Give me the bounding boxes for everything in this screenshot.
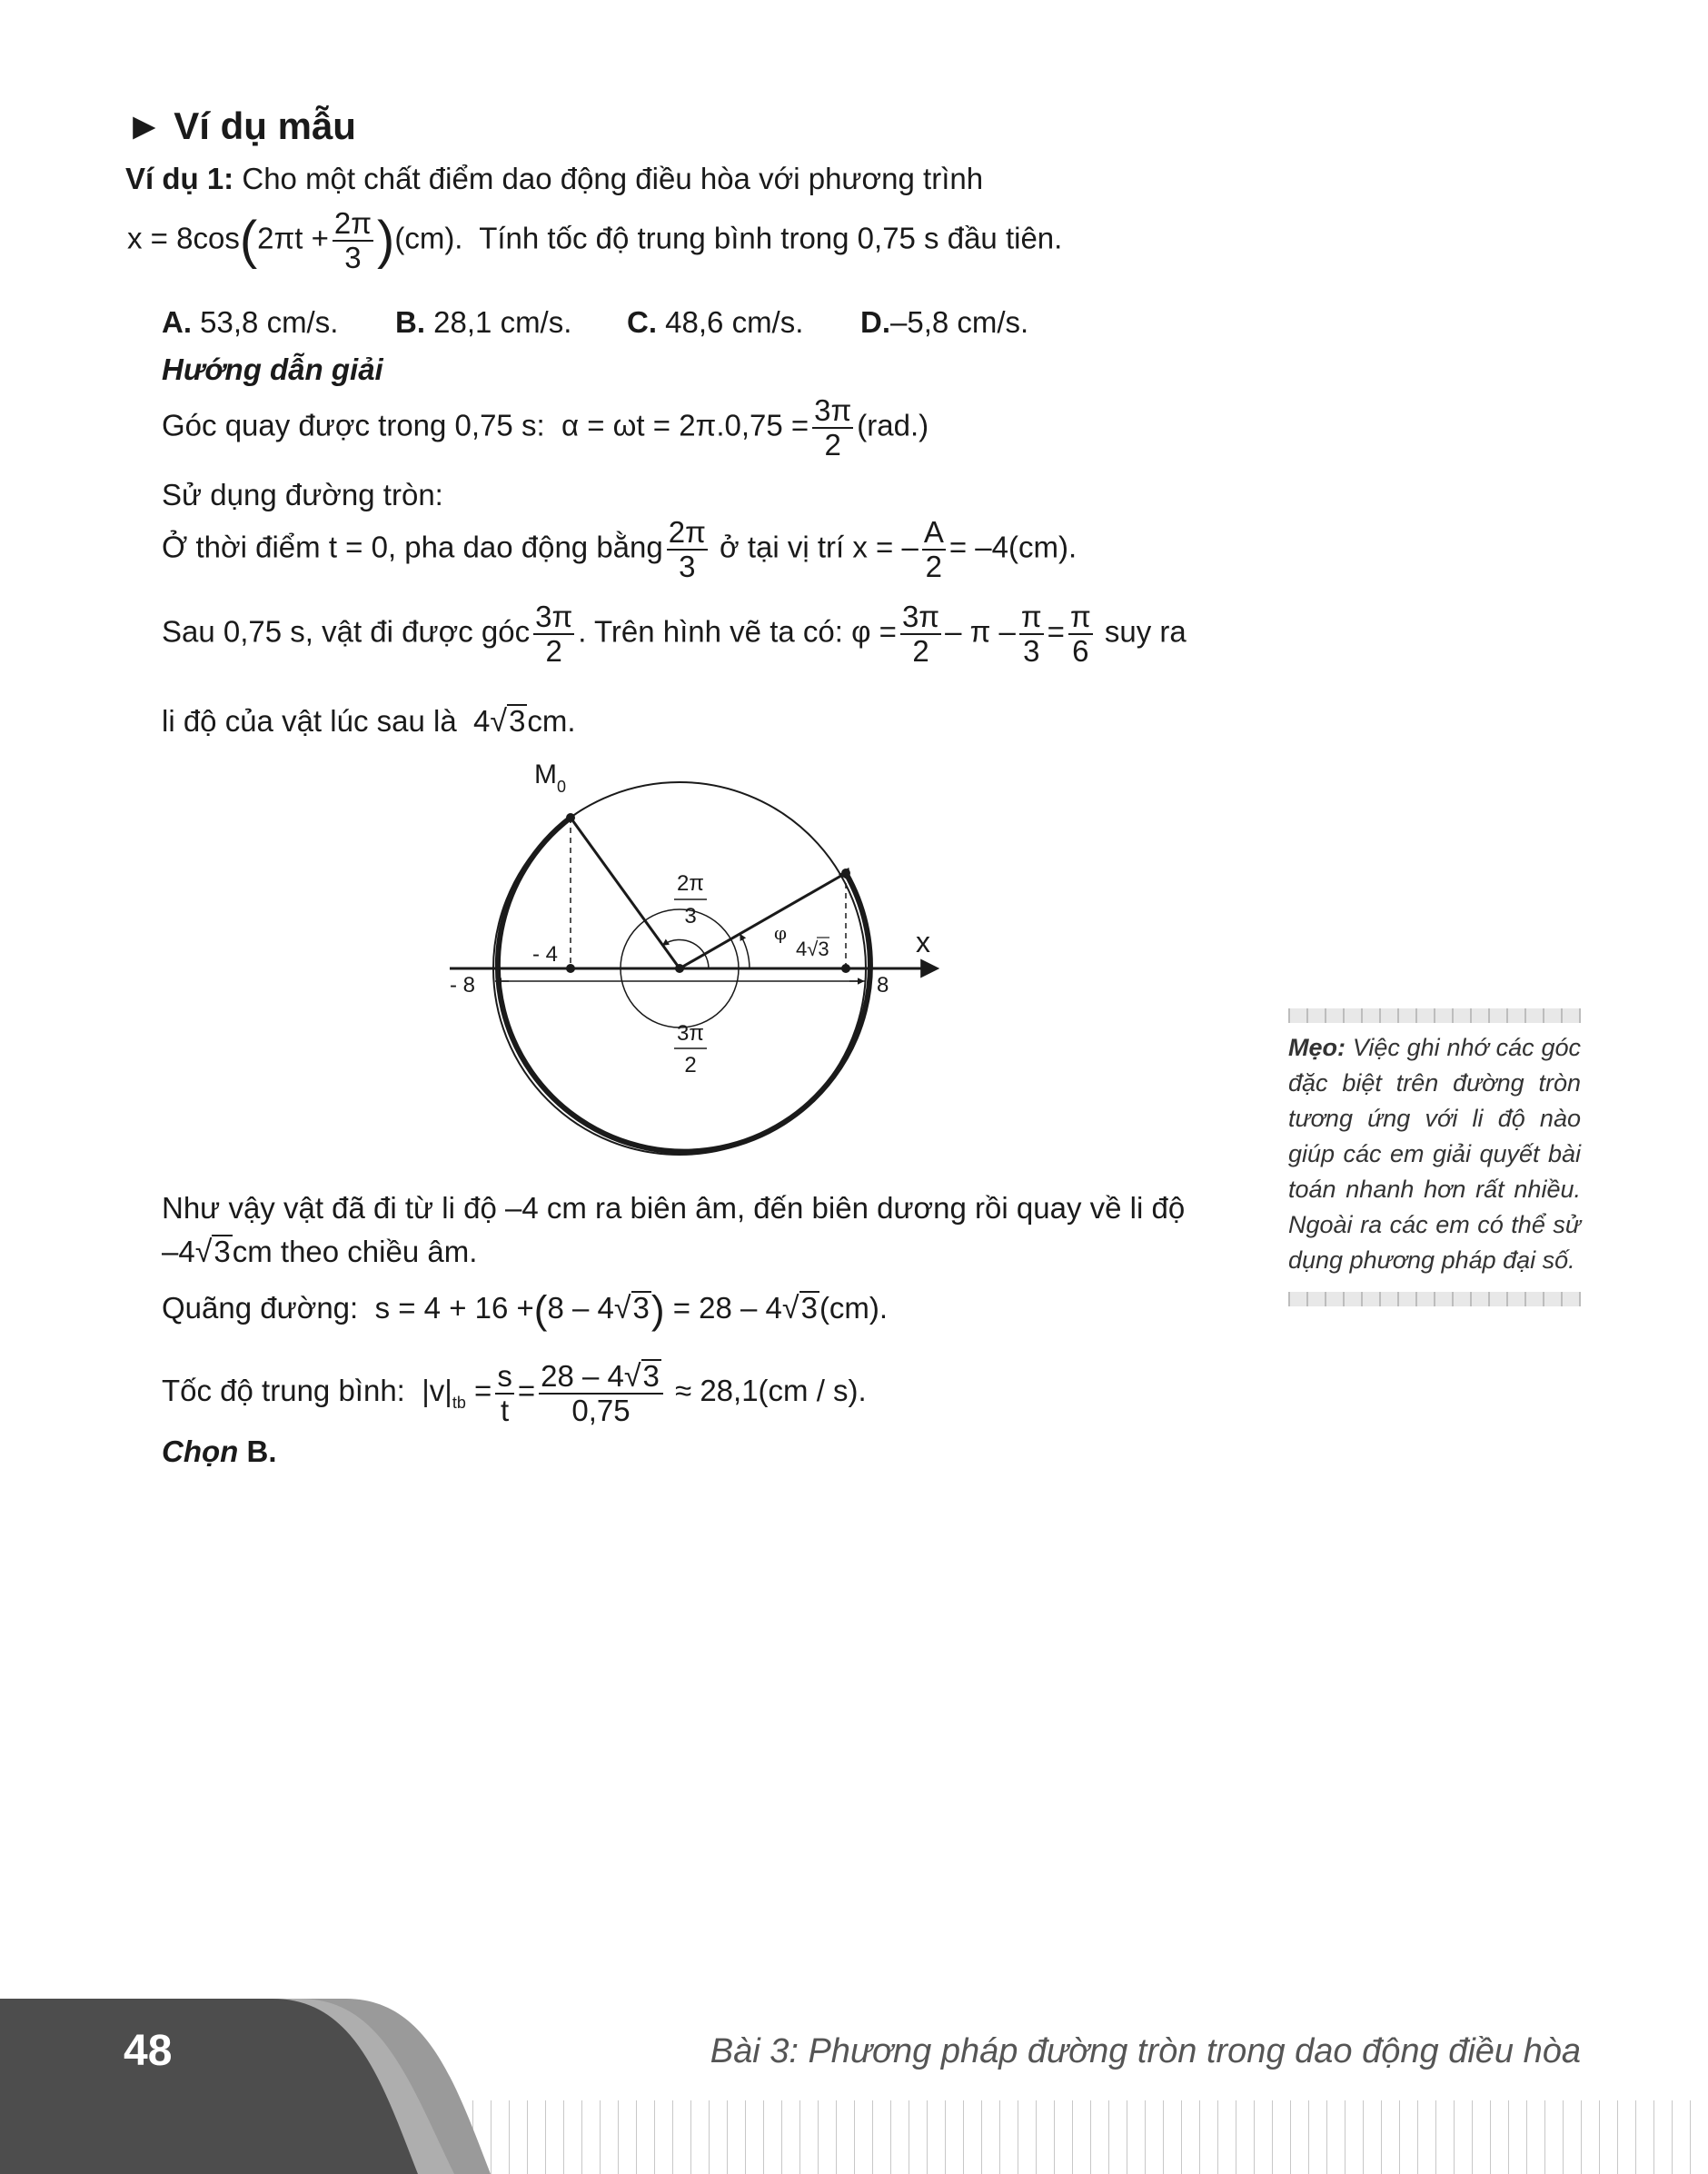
example-equation-line: x = 8cos(2πt + $\frac{2\pi}{3}$ )(cm). Tính tốc độ trung bình trong 0,75 s đầu tiên.: [127, 206, 1063, 274]
option-c: C. 48,6 cm/s.: [627, 305, 804, 339]
answer-line: Chọn B.: [162, 1434, 277, 1468]
solution-line-9: Tốc độ trung bình: $|v|_{tb}$ = $\frac{s}{t}$ = $\frac{28 - 4√3}{0,75}$ ≈ 28,1(cm / s).: [162, 1358, 867, 1427]
solution-line-7: –4√3cm theo chiều âm.: [162, 1235, 478, 1269]
section-title: ► Ví dụ mẫu: [125, 104, 356, 147]
label-angle-bottom-den: 2: [684, 1053, 697, 1077]
page-number: 48: [124, 2027, 173, 2075]
footer-stripes: [436, 2100, 1708, 2174]
option-a: A. 53,8 cm/s.: [162, 305, 339, 339]
solution-line-2: Sử dụng đường tròn:: [162, 478, 443, 511]
example-intro-line: [125, 161, 983, 197]
tip-label: Mẹo:: [1288, 1034, 1346, 1061]
eq-lhs: x = 8cos: [127, 221, 240, 255]
solution-line-1: Góc quay được trong 0,75 s: α = ωt = 2π.0,75 = $\frac{3\pi}{2}$ (rad.): [162, 393, 929, 462]
label-angle-bottom-num: 3π: [677, 1021, 704, 1046]
example-question: Tính tốc độ trung bình trong 0,75 s đầu tiên.: [479, 221, 1063, 255]
traveled-arc: [498, 818, 870, 1152]
example-label: Ví dụ 1:: [125, 162, 234, 195]
tip-top-border: [1288, 1008, 1581, 1023]
label-angle-top-den: 3: [684, 904, 697, 928]
eq-fraction: $\frac{2\pi}{3}$: [333, 206, 372, 274]
example-intro: Cho một chất điểm dao động điều hòa với phương trình: [242, 162, 984, 195]
solution-line-3: Ở thời điểm t = 0, pha dao động bằng $\frac{2\pi}{3}$ ở tại vị trí x = – $\frac{A}{2}$ = –4(cm).: [162, 515, 1077, 583]
eq-unit: (cm).: [394, 221, 463, 255]
option-b: B. 28,1 cm/s.: [395, 305, 572, 339]
solution-line-6: Như vậy vật đã đi từ li độ –4 cm ra biên âm, đến biên dương rồi quay về li độ: [162, 1191, 1186, 1225]
label-neg8: - 8: [450, 973, 476, 998]
tip-box: [1288, 1030, 1581, 1278]
label-neg4: - 4: [532, 942, 559, 967]
tip-text: Việc ghi nhớ các góc đặc biệt trên đường tròn tương ứng với li độ nào giúp các em giải quyết bài toán nhanh hơn rất nhiều. Ngoài ra các em có thể sử dụng phương pháp đại số.: [1288, 1034, 1581, 1274]
solution-line-5: li độ của vật lúc sau là 4√3cm.: [162, 704, 576, 739]
label-angle-top-num: 2π: [677, 871, 704, 896]
solution-line-4: Sau 0,75 s, vật đi được góc $\frac{3\pi}{2}$ . Trên hình vẽ ta có: φ = $\frac{3\pi}{2}$ – π – $\frac{\pi}{3}$ = $\frac{\pi}{6}$ suy ra: [162, 600, 1187, 668]
footer-wave: [0, 1999, 509, 2174]
solution-heading: Hướng dẫn giải: [162, 352, 383, 386]
label-x-axis: x: [916, 926, 930, 958]
label-m0: $M_0$: [534, 763, 567, 796]
unit-circle-diagram: [436, 763, 963, 1172]
label-4sqrt3: 4√3: [796, 938, 829, 960]
label-8: 8: [877, 973, 889, 998]
option-d: D.–5,8 cm/s.: [860, 305, 1029, 339]
tip-bottom-border: [1288, 1292, 1581, 1306]
eq-arg: 2πt +: [257, 221, 329, 255]
chapter-title: Bài 3: Phương pháp đường tròn trong dao động điều hòa: [710, 2032, 1581, 2070]
solution-line-8: Quãng đường: s = 4 + 16 +(8 – 4√3) = 28 – 4√3(cm).: [162, 1287, 889, 1333]
label-phi: φ: [774, 922, 788, 944]
